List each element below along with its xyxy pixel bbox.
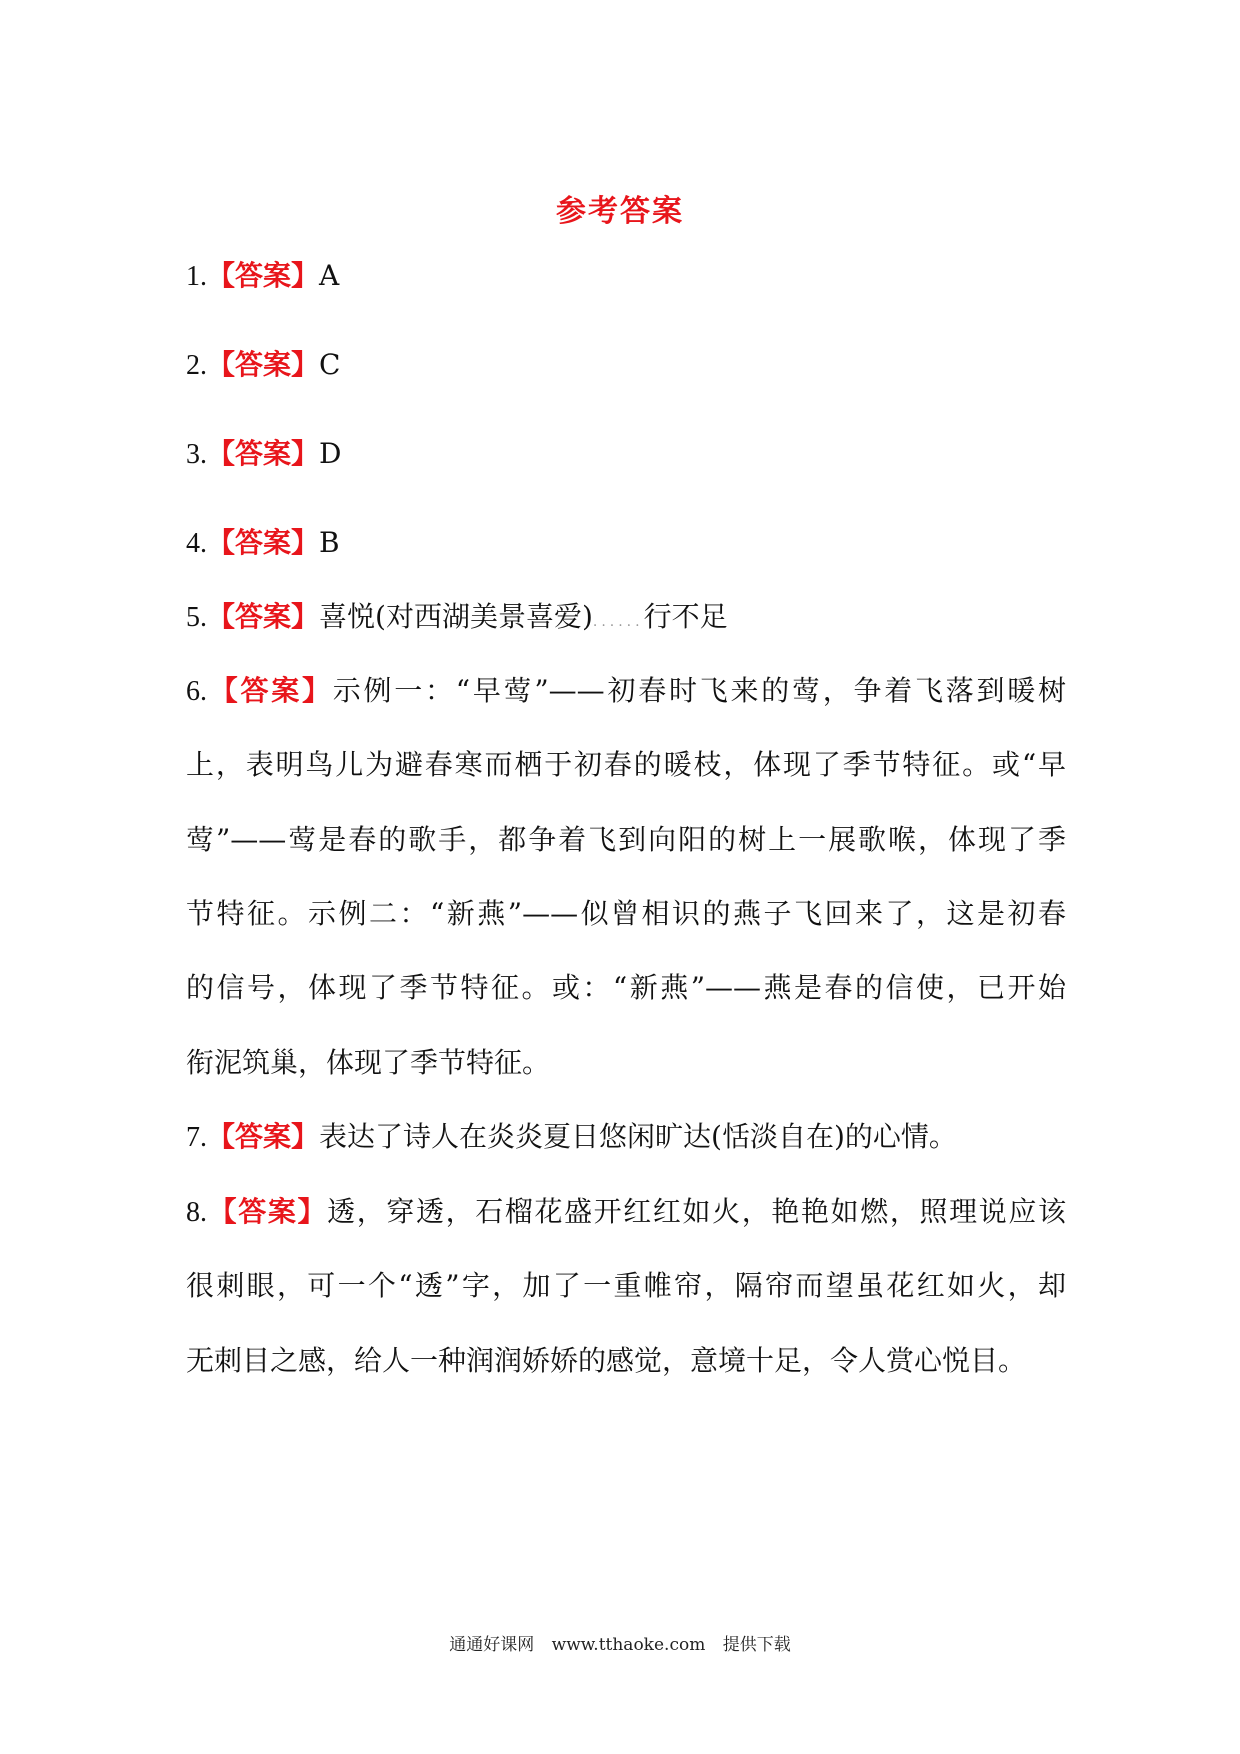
dotted-spacer: ...... (592, 614, 644, 630)
answer-number: 1. (186, 261, 207, 292)
answer-tag: 【答案】 (207, 674, 333, 707)
answer-6-line-2: 上，表明鸟儿为避春寒而栖于初春的暖枝，体现了季节特征。或“早 (186, 748, 1066, 781)
answer-number: 5. (186, 602, 207, 633)
answer-number: 4. (186, 528, 207, 559)
page-title: 参考答案 (556, 194, 684, 229)
answer-tag: 【答案】 (207, 1120, 320, 1153)
answer-number: 3. (186, 439, 207, 470)
page-footer (0, 1630, 1240, 1655)
answer-text: B (319, 526, 340, 559)
answer-tag: 【答案】 (207, 437, 320, 470)
answer-6-line-3: 莺”——莺是春的歌手，都争着飞到向阳的树上一展歌喉，体现了季 (186, 823, 1066, 856)
answer-4 (186, 523, 1066, 564)
answer-text-tail: 行不足 (643, 600, 728, 633)
answer-3 (186, 434, 1066, 475)
answer-6-line-1 (186, 671, 1066, 712)
footer-action: 提供下载 (722, 1635, 791, 1655)
answer-8-line-3: 无刺目之感，给人一种润润娇娇的感觉，意境十足，令人赏心悦目。 (186, 1344, 1027, 1377)
answer-2 (186, 345, 1066, 386)
answer-number: 8. (186, 1197, 207, 1228)
answer-text: 表达了诗人在炎炎夏日悠闲旷达(恬淡自在)的心情。 (319, 1120, 957, 1153)
answer-7 (186, 1117, 1066, 1158)
answer-tag: 【答案】 (207, 526, 320, 559)
footer-url[interactable]: www.tthaoke.com (551, 1635, 706, 1655)
answer-tag: 【答案】 (207, 348, 320, 381)
answer-text: 喜悦(对西湖美景喜爱) (319, 600, 593, 633)
answer-number: 7. (186, 1122, 207, 1153)
answer-tag: 【答案】 (207, 600, 320, 633)
answer-8-line-2: 很刺眼，可一个“透”字，加了一重帷帘，隔帘而望虽花红如火，却 (186, 1269, 1066, 1302)
answer-5 (186, 597, 1066, 642)
answer-6-line-5: 的信号，体现了季节特征。或：“新燕”——燕是春的信使，已开始 (186, 971, 1066, 1004)
answer-number: 6. (186, 676, 207, 707)
answer-text: D (319, 437, 342, 470)
answer-number: 2. (186, 350, 207, 381)
footer-site-name: 通通好课网 (449, 1635, 535, 1655)
answer-text: 透，穿透，石榴花盛开红红如火，艳艳如燃，照理说应该 (327, 1195, 1066, 1228)
answer-text: C (319, 348, 341, 381)
answer-8-line-1 (186, 1192, 1066, 1233)
answer-tag: 【答案】 (207, 1195, 328, 1228)
answer-6-line-4: 节特征。示例二：“新燕”——似曾相识的燕子飞回来了，这是初春 (186, 897, 1066, 930)
answer-tag: 【答案】 (207, 259, 320, 292)
answer-6-line-6: 衔泥筑巢，体现了季节特征。 (186, 1046, 551, 1079)
answer-text: 示例一：“早莺”——初春时飞来的莺，争着飞落到暖树 (332, 674, 1066, 707)
answer-1 (186, 256, 1066, 297)
answer-text: A (319, 259, 340, 292)
